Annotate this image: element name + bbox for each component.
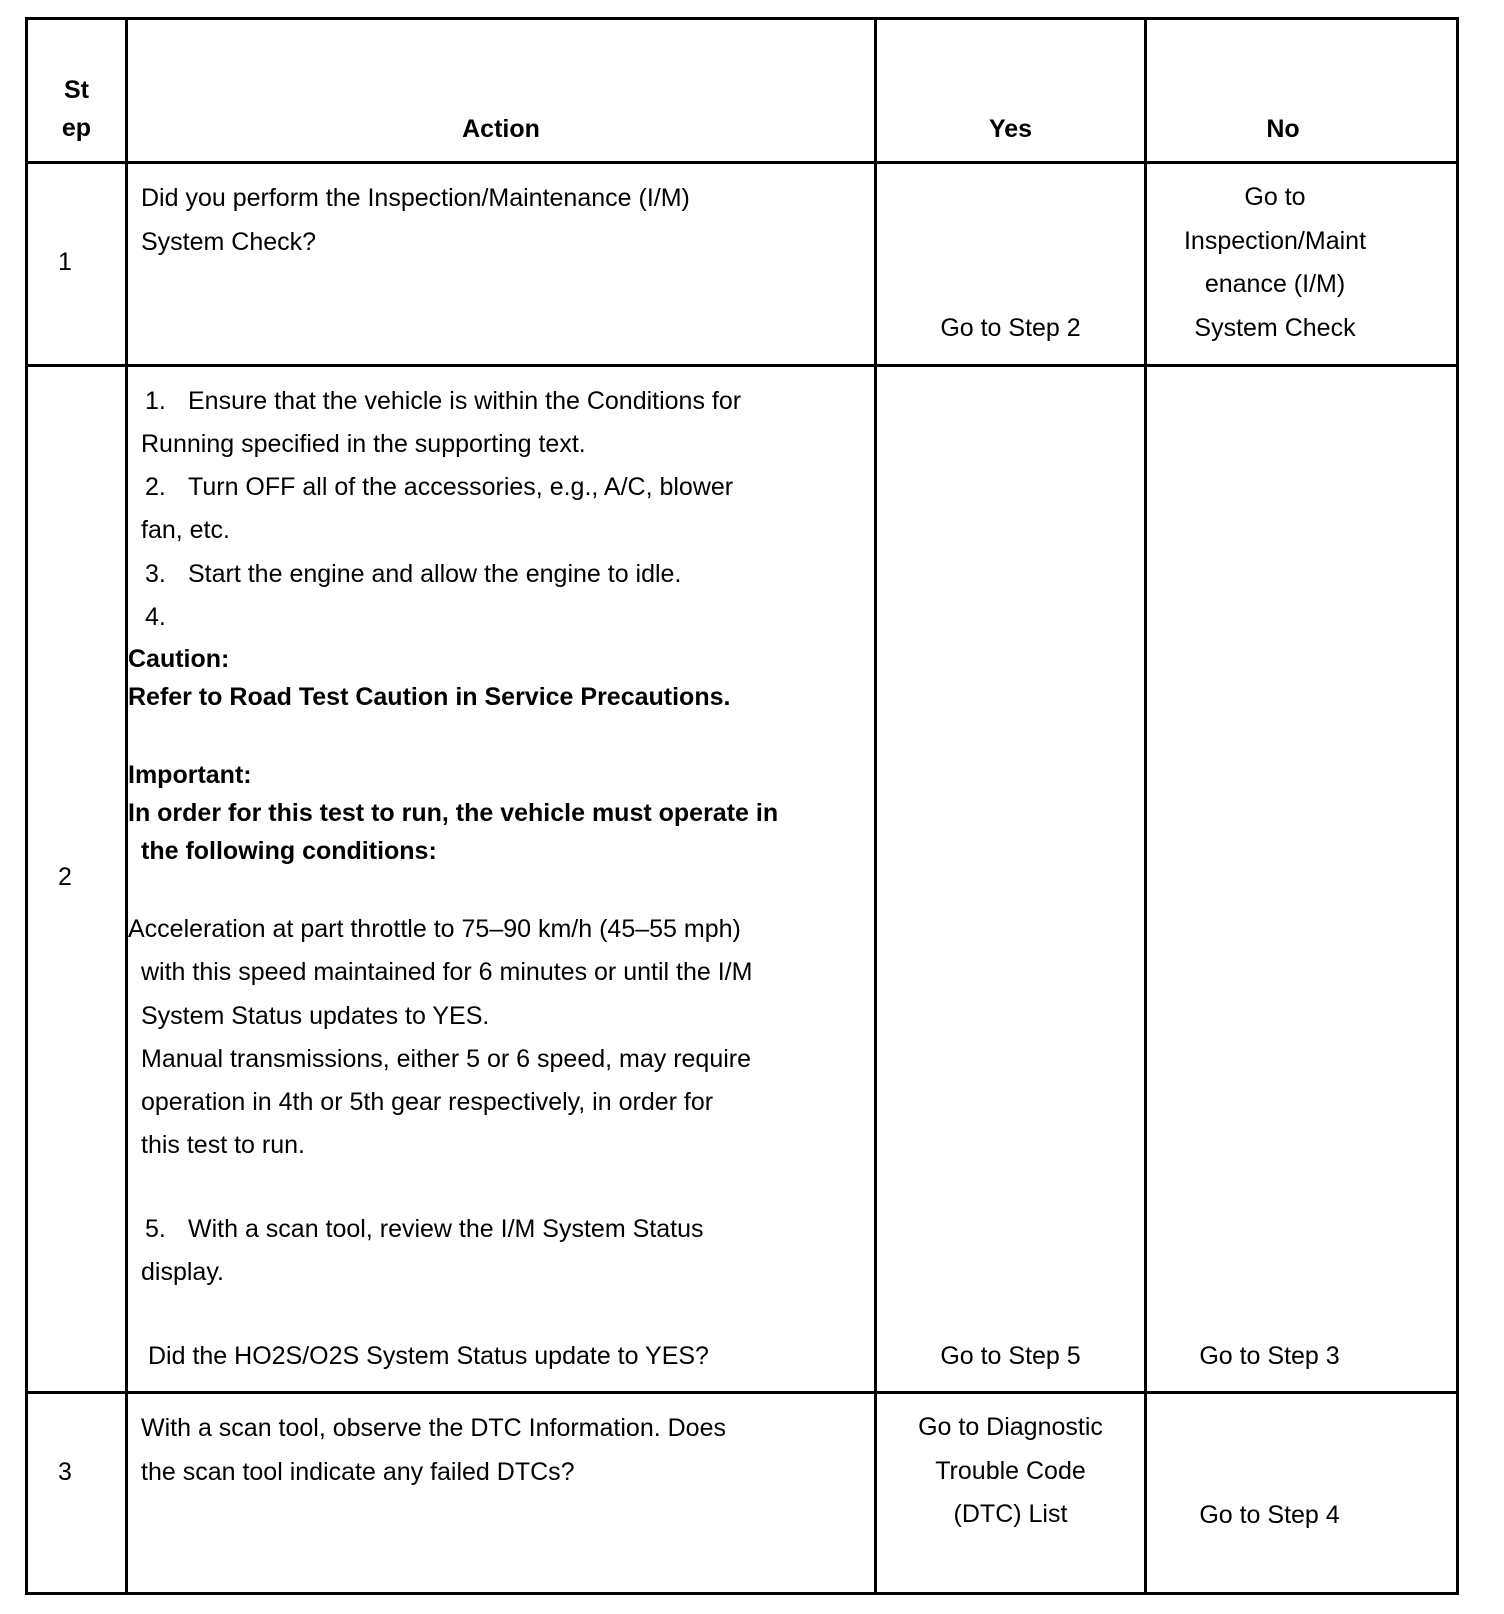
row3-action-line1: With a scan tool, observe the DTC Information. Does: [141, 1414, 726, 1442]
row1-step: 1: [58, 248, 72, 276]
condition-line3: System Status updates to YES.: [141, 1002, 490, 1030]
important-line1: In order for this test to run, the vehicle must operate in: [128, 799, 779, 827]
divider-header-row1: [28, 161, 1456, 164]
important-line2: the following conditions:: [141, 837, 437, 865]
row2-question: Did the HO2S/O2S System Status update to YES?: [148, 1342, 709, 1370]
row1-yes: Go to Step 2: [940, 314, 1081, 342]
diagnostic-table: [25, 17, 1459, 1595]
row3-action-line2: the scan tool indicate any failed DTCs?: [141, 1458, 575, 1486]
condition-line1: Acceleration at part throttle to 75–90 km/h (45–55 mph): [128, 915, 741, 943]
row2-item1-number: 1.: [145, 387, 166, 415]
condition-line6: this test to run.: [141, 1131, 305, 1159]
row3-yes: [877, 1406, 1144, 1537]
row2-item5-number: 5.: [145, 1215, 166, 1243]
divider-row1-row2: [28, 364, 1456, 367]
header-no: No: [1266, 115, 1300, 143]
row1-action-line1: Did you perform the Inspection/Maintenance (I/M): [141, 184, 690, 212]
row1-no: [1147, 176, 1403, 350]
row1-no-line3: enance (I/M): [1204, 270, 1346, 298]
header-step: [28, 71, 125, 147]
row2-item5-line2: display.: [141, 1258, 224, 1286]
row1-action-line2: System Check?: [141, 228, 317, 256]
row3-step: 3: [58, 1458, 72, 1486]
condition-line2: with this speed maintained for 6 minutes or until the I/M: [141, 958, 753, 986]
row2-step: 2: [58, 863, 72, 891]
row2-item3-line1: Start the engine and allow the engine to idle.: [188, 560, 682, 588]
row2-item2-line2: fan, etc.: [141, 516, 230, 544]
row1-no-line4: System Check: [1194, 313, 1356, 342]
row2-yes: Go to Step 5: [940, 1342, 1081, 1370]
row2-item1-line2: Running specified in the supporting text.: [141, 430, 586, 458]
row2-item2-number: 2.: [145, 473, 166, 501]
row1-no-line2: Inspection/Maint: [1183, 226, 1367, 255]
row2-item2-line1: Turn OFF all of the accessories, e.g., A/C, blower: [188, 473, 734, 501]
row3-yes-line1: Go to Diagnostic: [918, 1413, 1103, 1441]
condition-line5: operation in 4th or 5th gear respectively, in order for: [141, 1088, 714, 1116]
row3-yes-line2: Trouble Code: [935, 1456, 1086, 1485]
row2-item4-number: 4.: [145, 603, 166, 631]
row2-item5-line1: With a scan tool, review the I/M System Status: [188, 1215, 704, 1243]
header-step-line1: St: [64, 76, 89, 104]
divider-row2-row3: [28, 1391, 1456, 1394]
caution-label: Caution:: [128, 645, 230, 673]
header-action: Action: [462, 115, 540, 143]
important-label: Important:: [128, 761, 252, 789]
row3-no: Go to Step 4: [1199, 1501, 1340, 1529]
row3-yes-line3: (DTC) List: [953, 1500, 1068, 1528]
header-yes: Yes: [988, 115, 1033, 143]
row2-item1-line1: Ensure that the vehicle is within the Conditions for: [188, 387, 742, 415]
row2-item3-number: 3.: [145, 560, 166, 588]
row2-no: Go to Step 3: [1199, 1342, 1340, 1370]
header-step-line2: ep: [61, 114, 92, 142]
condition-line4: Manual transmissions, either 5 or 6 speed, may require: [141, 1045, 752, 1073]
row1-no-line1: Go to: [1244, 183, 1306, 211]
caution-text: Refer to Road Test Caution in Service Precautions.: [128, 683, 731, 711]
